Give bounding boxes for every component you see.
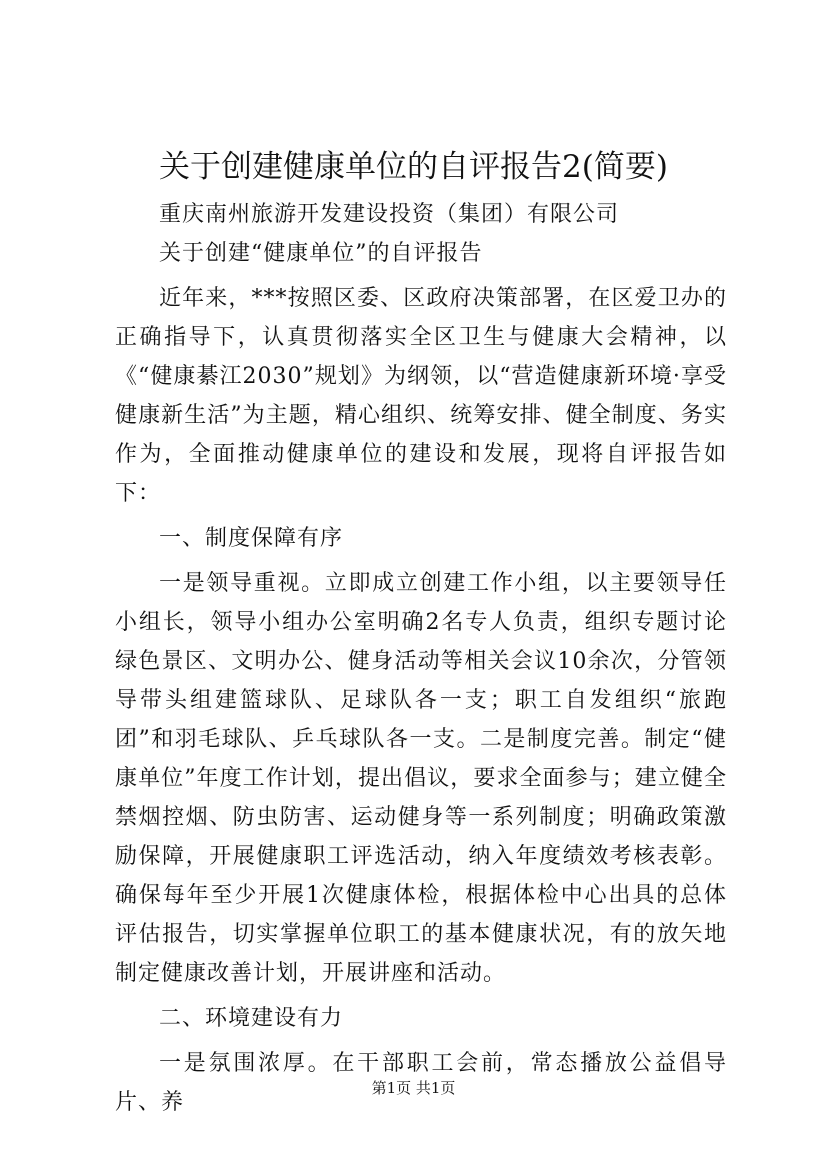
intro-paragraph: 近年来，***按照区委、区政府决策部署，在区爱卫办的正确指导下，认真贯彻落实全区卫生与健康大会精神，以《“健康綦江2030”规划》为纲领，以“营造健康新环境·享受健康新生活”为主题，精心组织、统筹安排、健全制度、务实作为，全面推动健康单位的建设和发展，现将自评报告如下： bbox=[115, 286, 727, 506]
section-2-heading: 二、环境建设有力 bbox=[159, 1006, 344, 1031]
page-footer: 第1页 共1页 bbox=[371, 1079, 456, 1097]
section-2-paragraph: 一是氛围浓厚。在干部职工会前，常态播放公益倡导片、养 bbox=[115, 1051, 727, 1115]
company-name: 重庆南州旅游开发建设投资（集团）有限公司 bbox=[159, 202, 620, 227]
document-title: 关于创建健康单位的自评报告2(简要) bbox=[159, 149, 668, 185]
document-body bbox=[115, 195, 727, 1122]
section-1-paragraph: 一是领导重视。立即成立创建工作小组，以主要领导任小组长，领导小组办公室明确2名专人负责，组织专题讨论绿色景区、文明办公、健身活动等相关会议10余次，分管领导带头组建篮球队、足球队各一支；职工自发组织“旅跑团”和羽毛球队、乒乓球队各一支。二是制度完善。制定“健康单位”年度工作计划，提出倡议，要求全面参与；建立健全禁烟控烟、防虫防害、运动健身等一系列制度；明确政策激励保障，开展健康职工评选活动，纳入年度绩效考核表彰。确保每年至少开展1次健康体检，根据体检中心出具的总体评估报告，切实掌握单位职工的基本健康状况，有的放矢地制定健康改善计划，开展讲座和活动。 bbox=[115, 571, 727, 986]
report-subtitle: 关于创建“健康单位”的自评报告 bbox=[159, 241, 483, 266]
section-1-heading: 一、制度保障有序 bbox=[159, 526, 344, 551]
